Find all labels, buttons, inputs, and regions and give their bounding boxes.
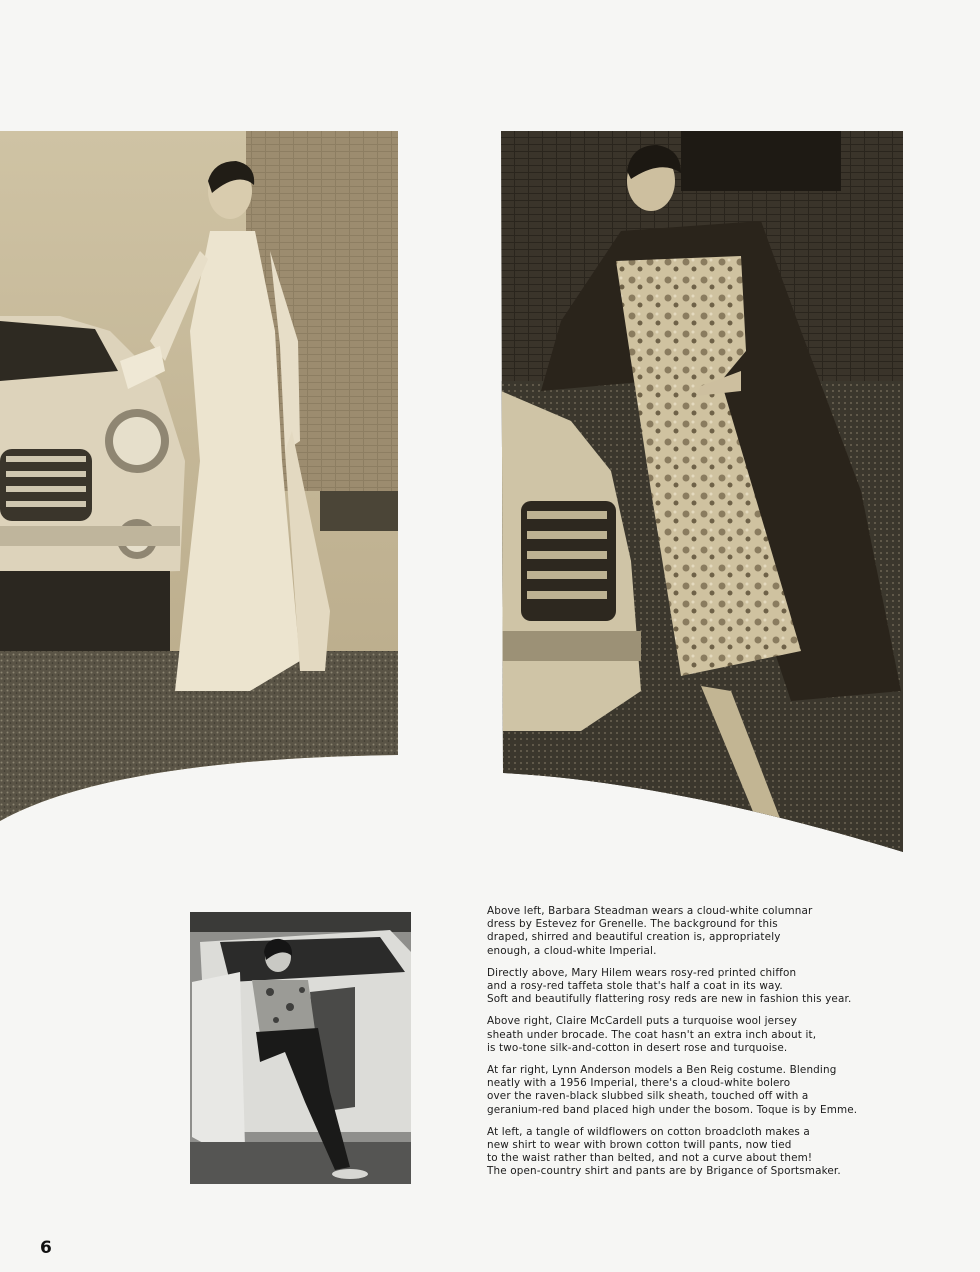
caption-paragraph: Directly above, Mary Hilem wears rosy-red printed chiffon and a rosy-red taffeta stole that's half a coat in its way. Soft and beautifully flattering rosy reds are new in fashion this year.	[487, 966, 852, 1006]
caption-paragraph: Above right, Claire McCardell puts a turquoise wool jersey sheath under brocade. The coat hasn't an extra inch about it, is two-tone silk-and-cotton in desert rose and turquoise.	[487, 1015, 817, 1054]
photo-printed-dress-model	[501, 131, 903, 852]
caption-paragraph: Above left, Barbara Steadman wears a cloud-white columnar dress by Estevez for Grenelle. The background for this draped, shirred and beautiful creation is, appropriately enough, a cloud-white Imperial.	[487, 905, 813, 957]
page-number: 6	[40, 1238, 52, 1258]
photo-white-gown-model	[0, 131, 398, 821]
caption-paragraph: At far right, Lynn Anderson models a Ben Reig costume. Blending neatly with a 1956 Imperial, there's a cloud-white bolero over the raven-black slubbed silk sheath, touched off with a geranium-red band placed high under the bosom. Toque is by Emme.	[487, 1064, 858, 1116]
photo-wildflower-shirt-model	[190, 912, 411, 1184]
caption-paragraph: At left, a tangle of wildflowers on cotton broadcloth makes a new shirt to wear with brown cotton twill pants, now tied to the waist rather than belted, and not a curve about them! The open-country shirt and pants are by Brigance of Sportsmaker.	[487, 1125, 841, 1178]
caption-text-block	[487, 905, 867, 1188]
